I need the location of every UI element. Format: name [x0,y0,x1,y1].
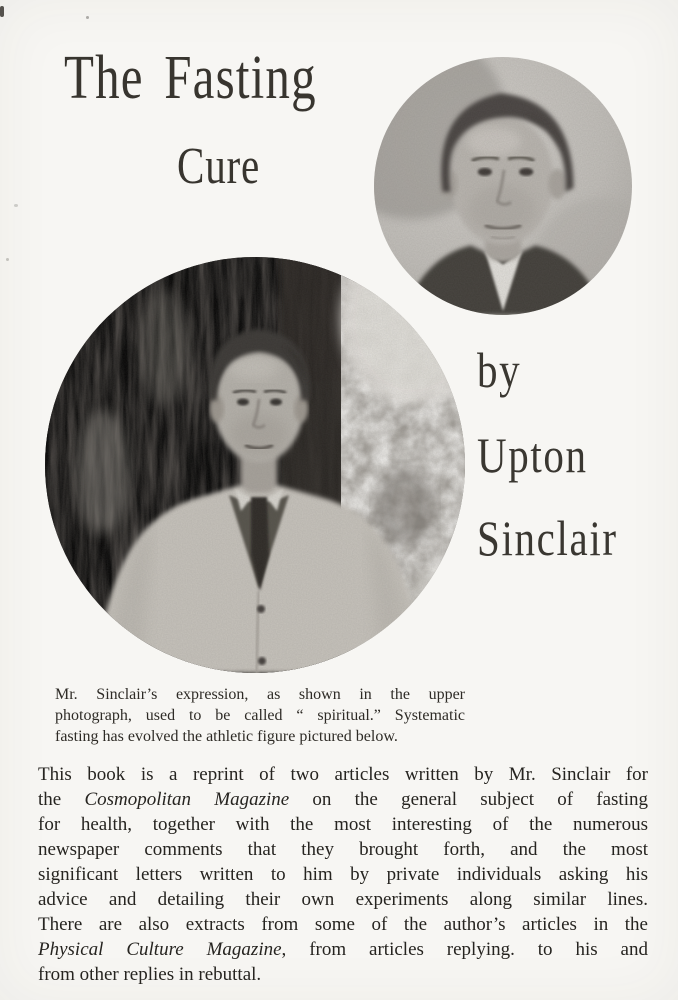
scan-artifact [0,6,4,17]
photo-caption-line: photograph, used to be called “ spiritual.” Systematic [55,707,465,724]
byline-upton: Upton [477,427,588,483]
body-line: advice and detailing their own experiments along similar lines. [38,889,648,910]
body-line: significant letters written to him by private individuals asking his [38,864,648,885]
byline-sinclair: Sinclair [477,510,618,566]
portrait-photo-upper [374,57,632,315]
body-line: There are also extracts from some of the author’s articles in the [38,914,648,935]
italic-magazine-title: Cosmopolitan Magazine [84,789,290,810]
photo-caption-line: Mr. Sinclair’s expression, as shown in the upper [55,686,465,703]
page-title-line2: Cure [177,138,261,195]
portrait-photo-upper-art [374,57,632,315]
scan-artifact [6,258,9,261]
body-line: from other replies in rebuttal. [38,964,262,985]
body-line: Physical Culture Magazine, from articles replying. to his and [38,939,648,960]
body-line: newspaper comments that they brought forth, and the most [38,839,648,860]
portrait-photo-lower-art [45,257,465,673]
body-line: the Cosmopolitan Magazine on the general subject of fasting [38,789,648,810]
body-line: for health, together with the most interesting of the numerous [38,814,648,835]
scan-artifact [14,204,18,207]
body-line: This book is a reprint of two articles written by Mr. Sinclair for [38,764,648,785]
page-title-line1: The Fasting [64,44,317,112]
portrait-photo-lower [45,257,465,673]
photo-caption [55,684,465,747]
italic-magazine-title: Physical Culture Magazine [38,939,282,960]
body-paragraph [38,762,648,987]
scan-artifact [86,16,89,19]
byline-by: by [477,342,522,398]
photo-caption-line: fasting has evolved the athletic figure pictured below. [55,728,398,745]
